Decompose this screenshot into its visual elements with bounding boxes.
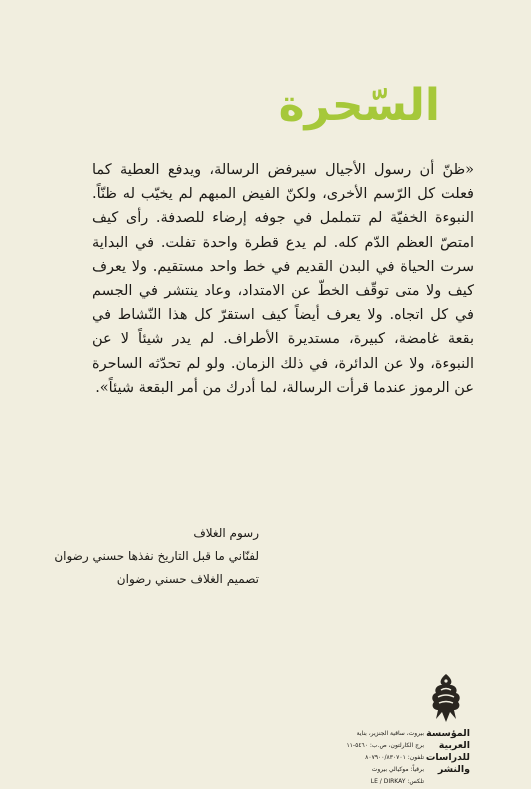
publisher-address-line: برج الكارلتون، ص.ب: ٥٤٦٠-١١ (346, 742, 424, 749)
publisher-address-line: برقياً: موكيالي بيروت (371, 766, 424, 773)
book-title: السّحرة (278, 80, 440, 131)
publisher-address-line: بيروت، ساقية الجنزير، بناية (356, 730, 424, 737)
publisher-name-line: للدراسات (425, 752, 470, 763)
credits-design: تصميم الغلاف حسني رضوان (116, 572, 259, 586)
book-blurb: «ظنّ أن رسول الأجيال سيرفض الرسالة، ويدفع العطية كما فعلت كل الرّسم الأخرى، ولكنّ الفيض المبهم لم يخيّب له ظنّاً. النبوءة الخفيّة لم تتململ في جوفه إرضاء للصدفة. رأى كيف امتصّ العظم الدّم كله. لم يدع قطرة واحدة تفلت. في البداية سرت الحياة في البدن القديم في خط واحد مستقيم. ولا يعرف كيف ولا متى توقّف الخطّ عن الامتداد، وعاد ينتشر في الجسم في كل اتجاه. ولا يعرف أيضاً كيف استقرّ كل هذا النّشاط في بقعة غامضة، كبيرة، مستديرة الأطراف. لم يدر شيئاً لا عن النبوءة، ولا عن الدائرة، في ذلك الزمان. ولو لم تحدّثه الساحرة عن الرموز عندما قرأت الرسالة، لما أدرك من أمر البقعة شيئاً». (92, 162, 474, 396)
publisher-address (320, 728, 424, 788)
credits-illustrations: لفنّاني ما قبل التاريخ نفذها حسني رضوان (54, 549, 259, 563)
publisher-address-line: تلكس: LE / DIRKAY (370, 778, 424, 785)
cover-credits (19, 522, 259, 591)
publisher-name-line: والنشر (437, 764, 470, 775)
publisher-name-line: المؤسسة (426, 728, 470, 739)
bird-emblem-icon (425, 672, 467, 724)
credits-heading: رسوم الغلاف (193, 526, 259, 540)
publisher-block (320, 672, 470, 785)
publisher-name-line: العربية (438, 740, 470, 751)
publisher-address-line: تلفون: ٨٠٧٩٠٠/٨٣٠٧٠١ (365, 754, 424, 761)
publisher-name (425, 728, 470, 776)
